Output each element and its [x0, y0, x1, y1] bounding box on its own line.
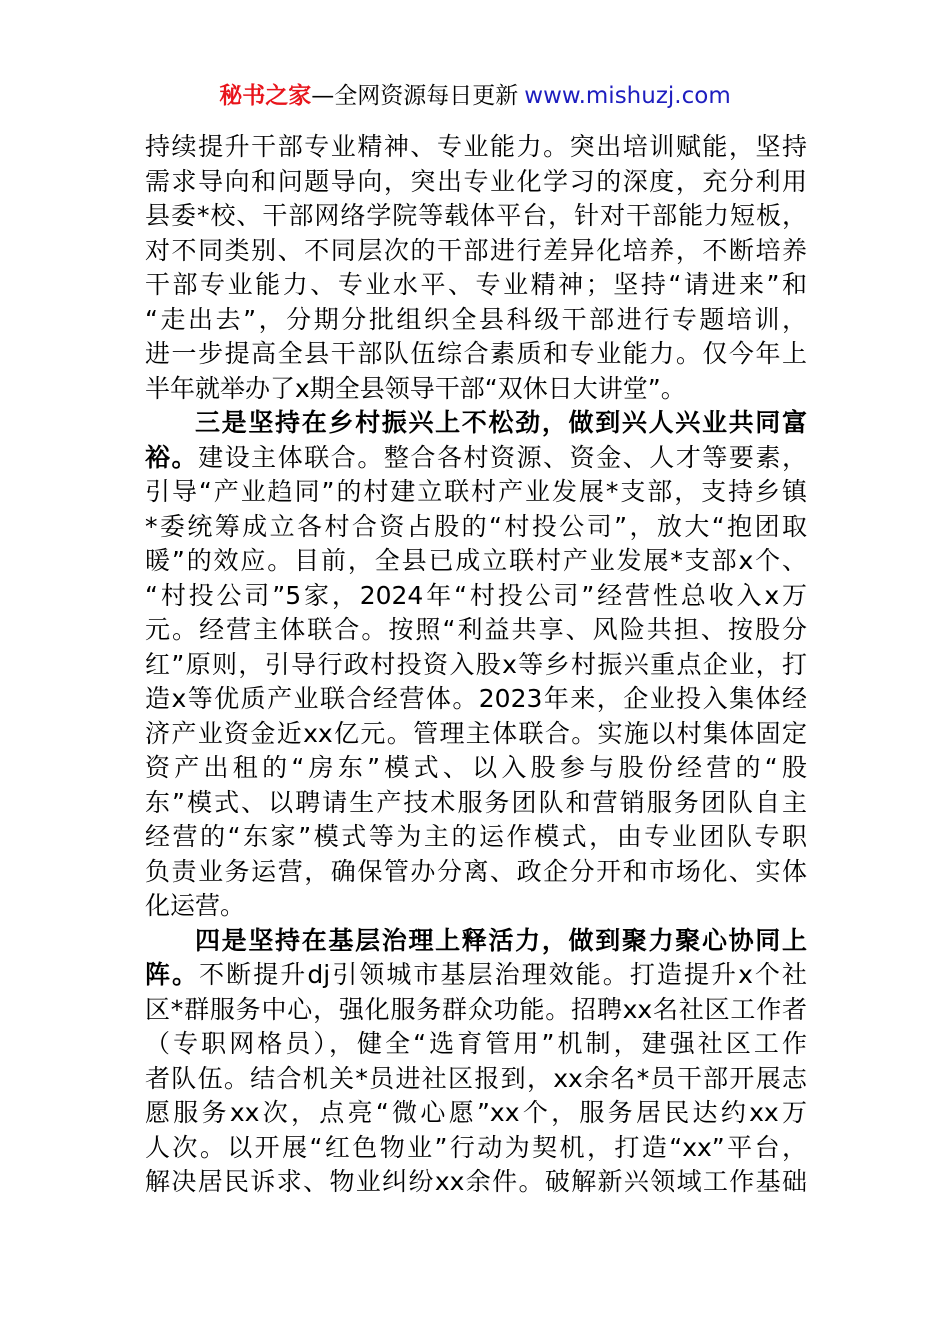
- line-text: （专职网格员），健全“选育管用”机制，建强社区工作: [145, 1029, 807, 1058]
- document-body: [145, 130, 807, 1200]
- line-text: 东”模式、以聘请生产技术服务团队和营销服务团队自主: [145, 787, 807, 817]
- line-text: 干部专业能力、专业水平、专业精神；坚持“请进来”和: [145, 270, 807, 299]
- line-text: 进一步提高全县干部队伍综合素质和专业能力。仅今年上: [145, 339, 807, 368]
- text-line: [145, 1096, 807, 1131]
- line-text: 对不同类别、不同层次的干部进行差异化培养，不断培养: [145, 235, 807, 265]
- text-line: [145, 303, 807, 338]
- line-text: 者队伍。结合机关*员进社区报到，xx余名*员干部开展志: [145, 1063, 807, 1093]
- text-line: [145, 855, 807, 890]
- line-text: 区*群服务中心，强化服务群众功能。招聘xx名社区工作者: [145, 994, 807, 1024]
- line-text: 资产出租的“房东”模式、以入股参与股份经营的“股: [145, 753, 807, 782]
- text-line: [145, 165, 807, 200]
- section-heading-line: [145, 924, 807, 959]
- line-text: 不断提升dj引领城市基层治理效能。打造提升x个社: [199, 960, 807, 989]
- line-text: 造x等优质产业联合经营体。2023年来，企业投入集体经: [145, 684, 807, 713]
- text-line: [145, 199, 807, 234]
- line-text: 红”原则，引导行政村投资入股x等乡村振兴重点企业，打: [145, 649, 807, 679]
- text-line: [145, 648, 807, 683]
- section-heading-3: 三是坚持在乡村振兴上不松劲，做到兴人兴业共同富: [195, 408, 807, 437]
- text-line: [145, 372, 807, 407]
- text-line: [145, 130, 807, 165]
- text-line: [145, 717, 807, 752]
- text-line: [145, 475, 807, 510]
- line-text: 暖”的效应。目前，全县已成立联村产业发展*支部x个、: [145, 546, 807, 575]
- text-line: [145, 234, 807, 269]
- line-text: 解决居民诉求、物业纠纷xx余件。破解新兴领域工作基础: [145, 1167, 807, 1196]
- section-heading-3-end: 裕。: [145, 442, 199, 472]
- site-header: [0, 80, 950, 112]
- text-line: [145, 682, 807, 717]
- text-line: [145, 1165, 807, 1200]
- text-line: [145, 1027, 807, 1062]
- section-heading-4: 四是坚持在基层治理上释活力，做到聚力聚心协同上: [195, 925, 807, 955]
- line-text: “村投公司”5家，2024年“村投公司”经营性总收入x万: [145, 580, 807, 610]
- line-text: 建设主体联合。整合各村资源、资金、人才等要素，: [198, 442, 807, 472]
- text-line: [145, 613, 807, 648]
- text-line: [145, 958, 807, 993]
- line-text: 引导“产业趋同”的村建立联村产业发展*支部，支持乡镇: [145, 477, 807, 506]
- line-text: 济产业资金近xx亿元。管理主体联合。实施以村集体固定: [145, 718, 807, 748]
- line-text: 愿服务xx次，点亮“微心愿”xx个，服务居民达约xx万: [145, 1098, 807, 1127]
- text-line: [145, 751, 807, 786]
- section-heading-line: [145, 406, 807, 441]
- text-line: [145, 1131, 807, 1166]
- text-line: [145, 441, 807, 476]
- text-line: [145, 993, 807, 1028]
- line-text: 县委*校、干部网络学院等载体平台，针对干部能力短板，: [145, 201, 807, 230]
- line-text: 需求导向和问题导向，突出专业化学习的深度，充分利用: [145, 166, 807, 196]
- text-line: [145, 337, 807, 372]
- brand-name: 秘书之家: [219, 83, 312, 109]
- text-line: [145, 889, 807, 924]
- text-line: [145, 579, 807, 614]
- text-line: [145, 510, 807, 545]
- line-text: 半年就举办了x期全县领导干部“双休日大讲堂”。: [145, 373, 686, 403]
- line-text: 经营的“东家”模式等为主的运作模式，由专业团队专职: [145, 822, 807, 851]
- line-text: 元。经营主体联合。按照“利益共享、风险共担、按股分: [145, 615, 807, 644]
- text-line: [145, 820, 807, 855]
- text-line: [145, 544, 807, 579]
- line-text: “走出去”，分期分批组织全县科级干部进行专题培训，: [145, 304, 807, 334]
- header-dash: —: [311, 83, 335, 109]
- header-slogan: 全网资源每日更新: [334, 83, 519, 109]
- text-line: [145, 1062, 807, 1097]
- line-text: 负责业务运营，确保管办分离、政企分开和市场化、实体: [145, 856, 807, 886]
- text-line: [145, 786, 807, 821]
- line-text: *委统筹成立各村合资占股的“村投公司”，放大“抱团取: [145, 511, 807, 541]
- section-heading-4-end: 阵。: [145, 960, 200, 989]
- line-text: 人次。以开展“红色物业”行动为契机，打造“xx”平台，: [145, 1132, 807, 1162]
- line-text: 化运营。: [145, 891, 246, 920]
- line-text: 持续提升干部专业精神、专业能力。突出培训赋能，坚持: [145, 132, 807, 161]
- text-line: [145, 268, 807, 303]
- site-url[interactable]: www.mishuzj.com: [524, 83, 731, 109]
